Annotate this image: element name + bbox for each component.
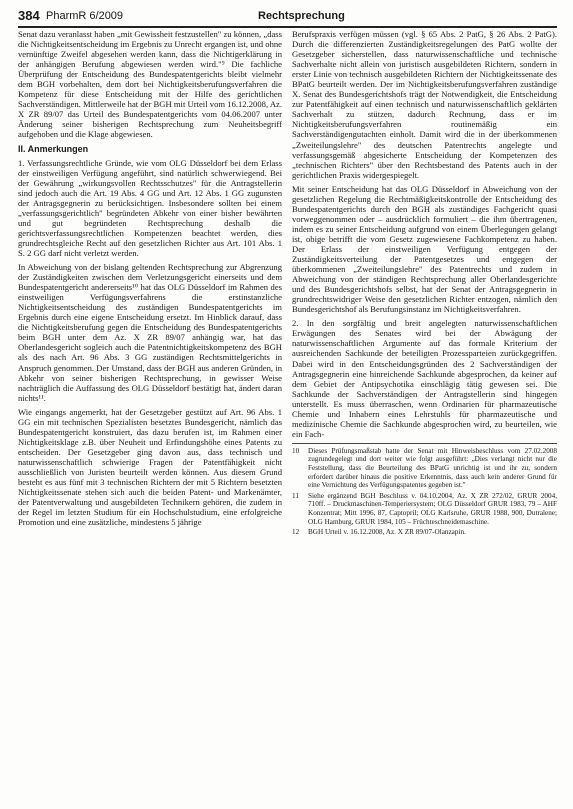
right-paragraph-1: Berufspraxis verfügen müssen (vgl. § 65 Abs. 2 PatG, § 26 Abs. 2 PatG). Durch die differenzierten Zuständigkeitsregelungen des PatG wollte der Gesetzgeber sicherstellen, dass naturwissenschaftliche und technische Sachverhalte nicht allein von juristisch ausgebildeten Richtern, sondern in erster Linie von technisch ausgebildeten Richtern der Nichtigkeitssenate des BPatG beurteilt werden. Der im Nichtigkeitsberufungsverfahren zuständige X. Senat des Bundesgerichtshofs trägt der Notwendigkeit, die Entscheidung zur Patentfähigkeit auf einen technisch und naturwissenschaftlich geklärten Sachverhalt zu stützen, dadurch Rechnung, dass er im Nichtigkeitsberufungsverfahren routinemäßig ein Sachverständigengutachten einholt. Damit wird die in der überkommenen „Zweiteilungslehre" des deutschen Patentrechts angelegte und verfassungsgemäß abgesicherte Entscheidung der Kompetenzen des „technischen Richters" über den Rechtsbestand des Patents auch in der gerichtlichen Praxis widergespiegelt. bbox=[292, 29, 557, 180]
footnote-number: 10 bbox=[292, 446, 300, 455]
section-title: Rechtsprechung bbox=[258, 10, 345, 22]
footnote-text: Siehe ergänzend BGH Beschluss v. 04.10.2004, Az. X ZR 272/02, GRUR 2004, 710ff. – Druckmaschinen-Temperiersystem; OLG Düsseldorf GRUR 1983, 79 – AHF Konzentrat; Mitt 1996, 87, Captopril; OLG Karlsruhe, GRUR 1988, 900, Dutralene; OLG Hamburg, GRUR 1984, 105 – Früchteschneidemaschine. bbox=[308, 491, 557, 526]
footnote-text: Dieses Prüfungsmaßstab hatte der Senat mit Hinweisbeschluss vom 27.02.2008 zugrundegelegt und dort weiter wie folgt ausgeführt: „Dies verlangt nicht nur die Feststellung, dass die Beurteilung des BPatG unrichtig ist und ihr zu, sondern erfordert darüber hinaus die positive Erkenntnis, dass auch kein anderer Grund für eine Vernichtung des Verfügungspatentes gegeben ist." bbox=[308, 446, 557, 490]
section-heading: II. Anmerkungen bbox=[18, 143, 89, 154]
footnote bbox=[292, 492, 557, 526]
footnotes bbox=[292, 443, 557, 537]
footnote bbox=[292, 447, 557, 490]
footnote bbox=[292, 528, 557, 537]
left-paragraph-4: Wie eingangs angemerkt, hat der Gesetzgeber gestützt auf Art. 96 Abs. 1 GG ein mit technischen Spezialisten besetztes Bundesgericht, nämlich das Bundespatentgericht konstruiert, das dazu berufen ist, im Rahmen einer Nichtigkeitsklage z.B. über Neuheit und Erfindungshöhe eines Patents zu entscheiden. Der Gesetzgeber ging davon aus, dass technisch und naturwissenschaftlich schwierige Fragen der Patentfähigkeit nicht ausschließlich von Juristen beurteilt werden können. Aus diesem Grund besteht es aus fünf mit 3 technischen Richtern der mit 5 Richtern besetzten Nichtigkeitssenate stehen sich auch die beiden Patent- und Markenämter, der Patentverwaltung und ausgebildeten Technikern gehören, die zudem in der Regel im letzten Studium für ein Hochschulstudium, eine erfolgreiche Promotion und eine zusätzliche, mindestens 5 jährige bbox=[18, 406, 282, 528]
right-column bbox=[292, 29, 557, 804]
left-paragraph-3: In Abweichung von der bislang geltenden Rechtsprechung zur Abgrenzung der Zuständigkeiten zwischen dem Verletzungsgericht einerseits und dem Bundespatentgericht andererseits¹⁰ hat das OLG Düsseldorf im Rahmen des einstweiligen Verfügungsverfahrens die erstinstanzliche Nichtigkeitsentscheidung des zuständigen Bundespatentgerichts im Ergebnis durch eine eigene Entscheidung ersetzt. Im Hinblick darauf, dass die Nichtigkeitsberufung gegen die Entscheidung des Bundespatentgerichts beim BGH unter dem Az. X ZR 89/07 anhängig war, hat das Oberlandesgericht sogleich auch die Patentnichtigkeitskompetenz des BGH als des nach Art. 96 Abs. 3 GG zuständigen Rechtsmittelgerichts in Anspruch genommen. Der Umstand, dass der BGH aus anderen Gründen, in Abkehr von seiner bisherigen Rechtsprechung, in gewisser Weise nachträglich die Auffassung des OLG Düsseldorf bestätigt hat, ändert daran nichts¹¹. bbox=[18, 262, 282, 403]
page-number: 384 bbox=[18, 8, 40, 23]
footnote-number: 12 bbox=[292, 528, 300, 537]
left-paragraph-1: Senat dazu veranlasst haben „mit Gewissheit festzustellen" zu können, „dass die Nichtigkeitsentscheidung im Ergebnis zu Unrecht ergangen ist, und ohne vernünftige Zweifel abgesehen werden kann, dass die Nichtigerklärung in der anhängigen Berufung abgewiesen werden wird."⁹ Die fachliche Überprüfung der Entscheidung des Bundespatentgerichts bleibt vielmehr dem BGH vorbehalten, dem dort bei Nichtigkeitsberufungsverfahren die Kompetenz für diese Entscheidung mit der Hilfe des gerichtlichen Sachverständigen. Mittlerweile hat der BGH mit Urteil vom 16.12.2008, Az. X ZR 89/07 das Urteil des Bundespatentgerichts vom 04.06.2007 unter Änderung seiner bisherigen Rechtsprechung zum Neuheitsbegriff aufgehoben und die Klage abgewiesen. bbox=[18, 29, 282, 140]
footnote-number: 11 bbox=[292, 491, 299, 500]
journal-title: PharmR 6/2009 bbox=[46, 10, 124, 22]
page-header bbox=[18, 6, 557, 28]
left-paragraph-2: 1. Verfassungsrechtliche Gründe, wie vom OLG Düsseldorf bei dem Erlass der einstweiligen Verfügung angeführt, sind natürlich schwerwiegend. Bei der Gewährung „wirkungsvollen Rechtsschutzes" für die Antragstellerin sind jedoch auch die Art. 19 Abs. 4 GG und Art. 12 Abs. 1 GG zugunsten der Antragsgegnerin zu berücksichtigen. Insbesondere sollten bei einem „verfassungsgerichtlich" begründeten Abkehr von einer bisher bewährten und gut begründeten Rechtsprechung deshalb die gerichtsverfassungsrechtlichen Kompetenzen beachtet werden, dies grundrechtsgleiche Recht auf den gesetzlichen Richter aus Art. 101 Abs. 1 S. 2 GG darf nicht verletzt werden. bbox=[18, 157, 282, 258]
header-rule bbox=[18, 26, 557, 28]
left-column bbox=[18, 29, 282, 804]
right-paragraph-3: 2. In den sorgfältig und breit angelegten naturwissenschaftlichen Erwägungen des Senates wird bei der Abwägung der naturwissenschaftlichen Argumente auf das formale Kriterium der ausreichenden Sachkunde der beteiligten Prozessparteien zurückgegriffen. Dabei wird in den Entscheidungsgründen des 2 Sachverständigen der Antragsgegnerin eine hinreichende Sachkunde abgesprochen, da keiner auf dem Gebiet der Antipsychotika einschlägig tätig gewesen sei. Die Sachkunde der Sachverständigen der Antragstellerin sind hingegen unterstellt. Es muss überraschen, wenn Ordinarien für pharmazeutische Chemie und Inhabern eines Lehrstuhls für pharmazeutische und medizinische Chemie die Sachkunde abgesprochen wird, zu beurteilen, wie ein Fach- bbox=[292, 318, 557, 439]
footnote-text: BGH Urteil v. 16.12.2008, Az. X ZR 89/07-Olanzapin. bbox=[308, 528, 466, 537]
right-paragraph-2: Mit seiner Entscheidung hat das OLG Düsseldorf in Abweichung von der gesetzlichen Regelung die Rechtmäßigkeitskontrolle der Entscheidung des Bundespatentgerichts durch den BGH als zuständiges Fachgericht quasi vorweggenommen oder – ausdrücklich formuliert – die ihm übertragenen, indem es zu seiner Entscheidung aufgrund von einem Überlegungen gelangt ist, obige betrifft die vom Gesetz zugewiesene Fachkompetenz zu haben. Der Erlass der einstweiligen Verfügung entgegen der Zuständigkeitsverteilung der Patentgesetzes und entgegen der überkommenen „Zweiteilungslehre" des Patentrechts und zudem in Abweichung von der ständigen Rechtsprechung aller Oberlandesgerichte und des Bundesgerichtshofs selbst, hat der Senat der Antragsgegnerin in grundrechtswidriger Weise den gesetzlichen Richter entzogen, nämlich den Bundesgerichtshof als Berufungsinstanz im Nichtigkeitsverfahren. bbox=[292, 183, 557, 315]
